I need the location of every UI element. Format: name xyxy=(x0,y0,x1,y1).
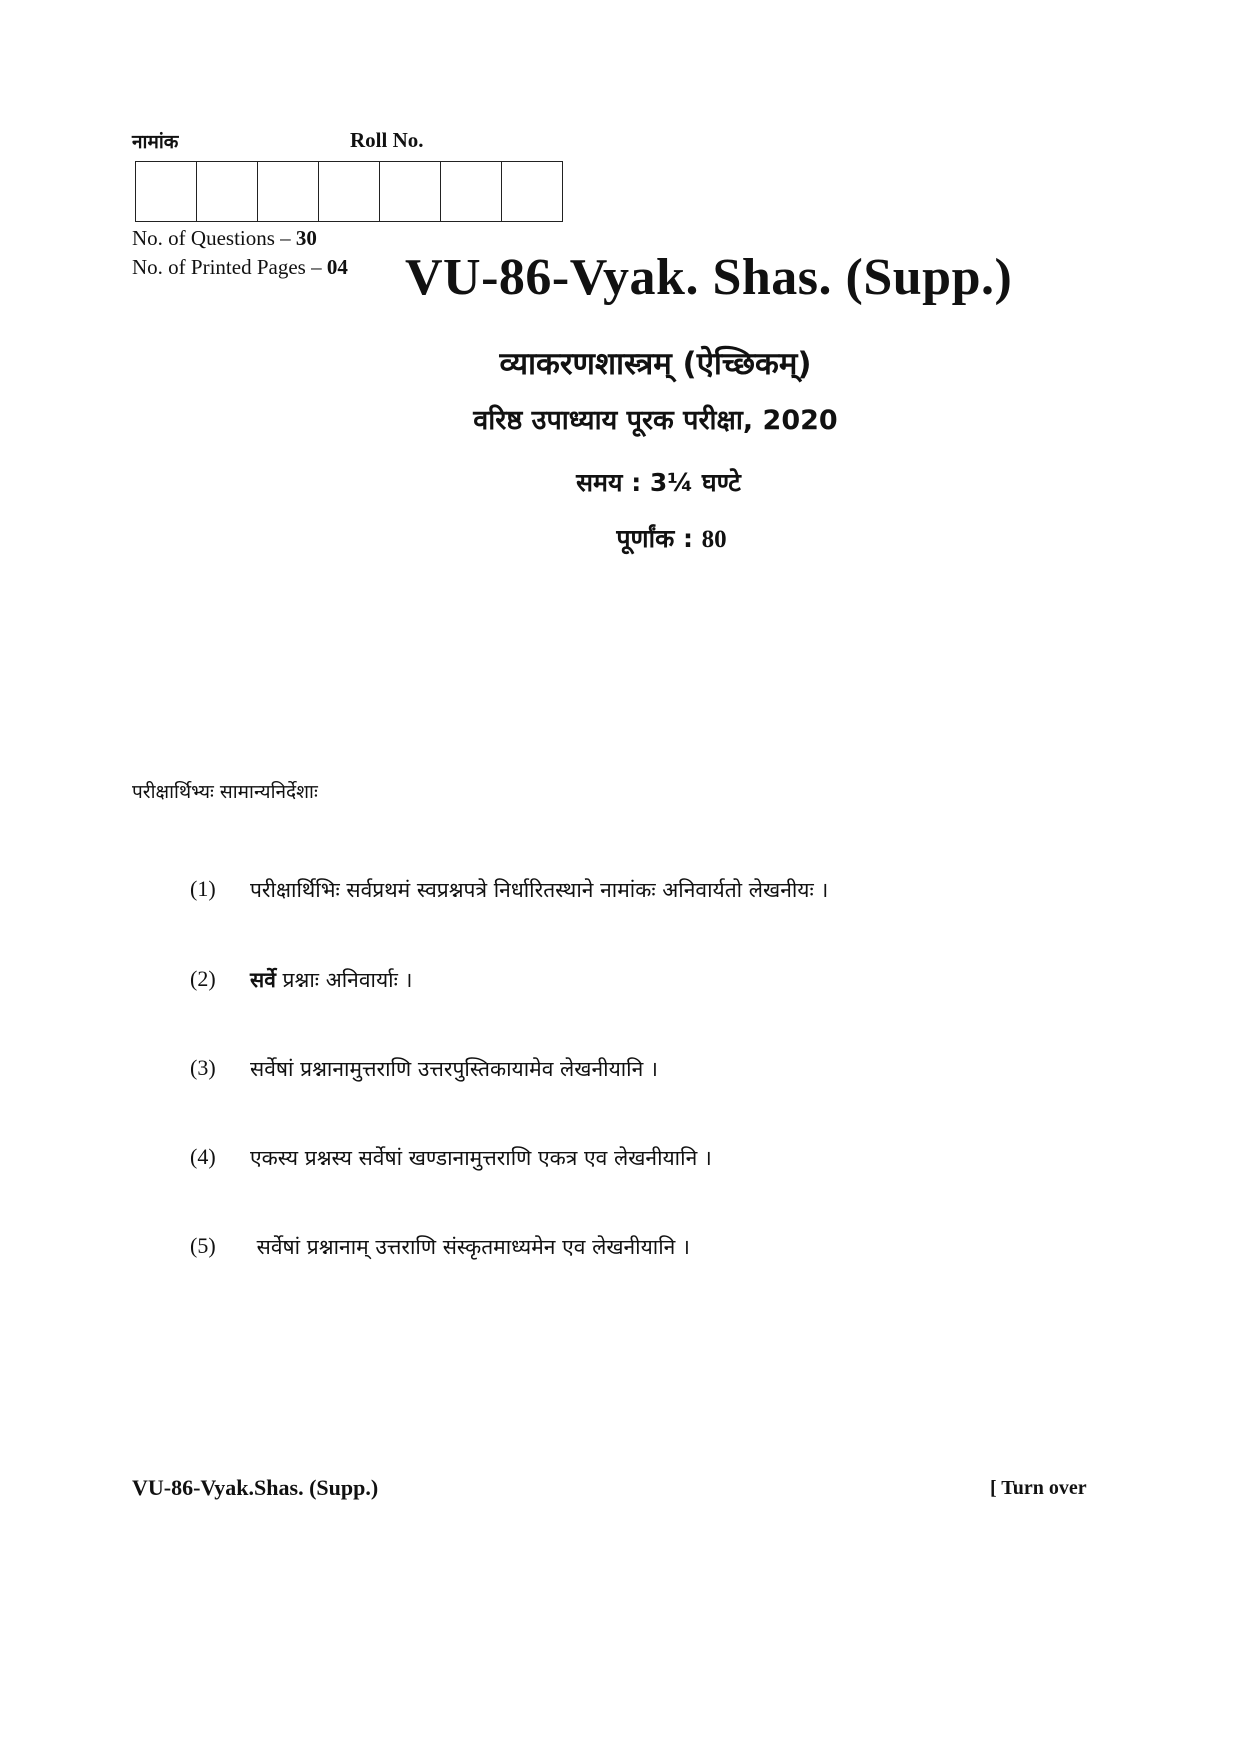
instruction-number: (4) xyxy=(190,1144,216,1169)
instruction-text: सर्वेषां प्रश्नानाम् उत्तराणि संस्कृतमाध्यमेन एव लेखनीयानि । xyxy=(250,1235,690,1259)
instruction-text: एकस्य प्रश्नस्य सर्वेषां खण्डानामुत्तराणि एकत्र एव लेखनीयानि । xyxy=(250,1146,712,1170)
roll-number-label-english: Roll No. xyxy=(350,128,424,152)
exam-title: वरिष्ठ उपाध्याय पूरक परीक्षा, 2020 xyxy=(473,405,838,436)
instruction-number: (3) xyxy=(190,1055,216,1080)
instruction-text: परीक्षार्थिभिः सर्वप्रथमं स्वप्रश्नपत्रे निर्धारितस्थाने नामांकः अनिवार्यतो लेखनीयः । xyxy=(250,878,829,902)
roll-number-label-hindi: नामांक xyxy=(132,131,179,153)
footer-paper-code: VU-86-Vyak.Shas. (Supp.) xyxy=(132,1475,379,1500)
roll-number-box[interactable] xyxy=(197,161,258,222)
max-marks-value: 80 xyxy=(701,526,727,553)
instruction-item xyxy=(190,1055,658,1083)
roll-number-box[interactable] xyxy=(441,161,502,222)
instruction-item xyxy=(190,966,412,994)
subject-title: व्याकरणशास्त्रम् (ऐच्छिकम्) xyxy=(499,346,812,382)
instructions-heading: परीक्षार्थिभ्यः सामान्यनिर्देशाः xyxy=(132,781,318,803)
instruction-text xyxy=(250,966,412,994)
instruction-number: (2) xyxy=(190,966,216,991)
turn-over-note: [ Turn over xyxy=(990,1477,1087,1499)
instruction-rest: प्रश्नाः अनिवार्याः । xyxy=(275,968,413,992)
roll-number-box[interactable] xyxy=(258,161,319,222)
printed-pages-label: No. of Printed Pages – xyxy=(132,255,327,279)
questions-count-value: 30 xyxy=(295,226,317,250)
roll-number-box[interactable] xyxy=(380,161,441,222)
instruction-item xyxy=(190,1144,712,1172)
printed-pages-count xyxy=(132,255,348,280)
printed-pages-value: 04 xyxy=(326,255,348,279)
max-marks xyxy=(0,521,1241,555)
roll-number-boxes xyxy=(135,161,563,222)
instruction-item xyxy=(190,876,828,904)
paper-code: VU-86-Vyak. Shas. (Supp.) xyxy=(405,249,1013,306)
questions-count xyxy=(132,226,317,251)
roll-number-box[interactable] xyxy=(319,161,380,222)
duration-label: समय : xyxy=(576,468,650,497)
instruction-text: सर्वेषां प्रश्नानामुत्तराणि उत्तरपुस्तिकायामेव लेखनीयानि । xyxy=(250,1057,658,1081)
instruction-bold-word: सर्वे xyxy=(250,968,276,992)
max-marks-label: पूर्णांक : xyxy=(616,524,702,553)
instruction-item xyxy=(190,1233,690,1261)
exam-duration xyxy=(0,465,1241,499)
instruction-number: (1) xyxy=(190,876,216,901)
roll-number-box[interactable] xyxy=(502,161,563,222)
questions-count-label: No. of Questions – xyxy=(132,226,296,250)
instruction-number: (5) xyxy=(190,1233,216,1258)
roll-number-box[interactable] xyxy=(136,161,197,222)
duration-value: 3¼ घण्टे xyxy=(649,468,741,497)
